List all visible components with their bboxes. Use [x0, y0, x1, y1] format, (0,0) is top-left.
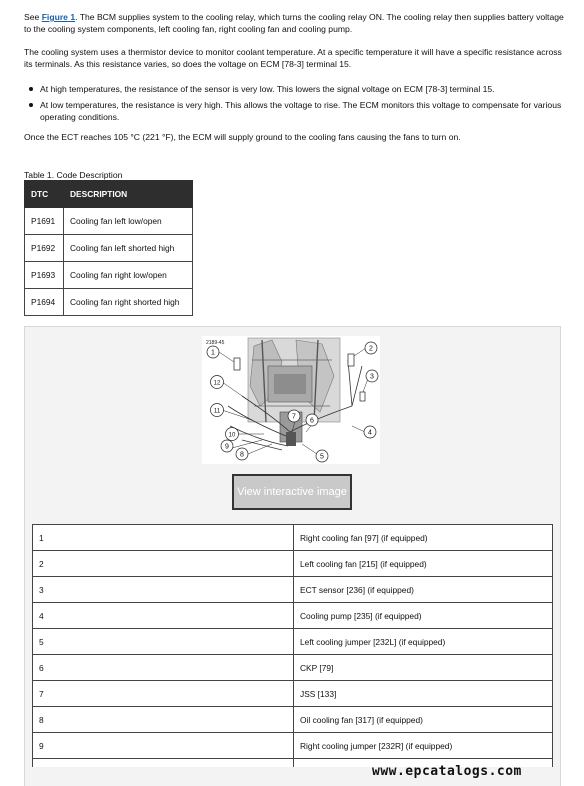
table-header-row: [25, 181, 193, 208]
callout-5: [316, 450, 328, 462]
table-row: [25, 262, 193, 289]
bullet-text: At high temperatures, the resistance of the sensor is very low. This lowers the signal voltage on ECM [78-3] terminal 15.: [40, 84, 495, 94]
part-number: 7: [33, 681, 294, 707]
dtc-description: Cooling fan left low/open: [64, 208, 193, 235]
dtc-code: P1691: [25, 208, 64, 235]
table-row: [33, 629, 553, 655]
part-description: Right cooling fan [97] (if equipped): [294, 525, 553, 551]
svg-text:12: 12: [213, 380, 221, 387]
intro-see-text: See: [24, 12, 42, 22]
svg-text:4: 4: [368, 429, 372, 437]
part-description: JSS [133]: [294, 681, 553, 707]
watermark: www.epcatalogs.com: [372, 764, 522, 779]
callout-8: [236, 448, 248, 460]
part-number: [33, 759, 294, 768]
callout-7: [288, 410, 300, 422]
callout-11: [211, 404, 224, 417]
dtc-code: P1694: [25, 289, 64, 316]
part-number: 4: [33, 603, 294, 629]
code-description-table: [24, 180, 193, 316]
callout-12: [211, 376, 224, 389]
svg-text:2: 2: [369, 345, 373, 353]
svg-text:5: 5: [320, 453, 324, 461]
table-row: [33, 577, 553, 603]
table-row: [33, 525, 553, 551]
header-dtc: DTC: [25, 181, 64, 208]
callout-2: [365, 342, 377, 354]
parts-legend-table: [32, 524, 553, 767]
list-item: [24, 99, 564, 123]
table-caption: Table 1. Code Description: [24, 170, 123, 180]
svg-text:6: 6: [310, 417, 314, 425]
dtc-code: P1693: [25, 262, 64, 289]
callout-9: [221, 440, 233, 452]
table-row: [33, 603, 553, 629]
svg-text:3: 3: [370, 373, 374, 381]
svg-text:10: 10: [228, 432, 236, 439]
part-number: 9: [33, 733, 294, 759]
table-row: [25, 235, 193, 262]
svg-text:1: 1: [211, 349, 215, 357]
part-number: 5: [33, 629, 294, 655]
header-description: DESCRIPTION: [64, 181, 193, 208]
callout-10: [226, 428, 239, 441]
bullet-list: [24, 83, 564, 127]
dtc-description: Cooling fan right low/open: [64, 262, 193, 289]
dtc-description: Cooling fan right shorted high: [64, 289, 193, 316]
bullet-icon: [29, 87, 33, 91]
table-row: [33, 681, 553, 707]
part-number: 8: [33, 707, 294, 733]
callout-4: [364, 426, 376, 438]
svg-text:7: 7: [292, 413, 296, 421]
part-description: Right cooling jumper [232R] (if equipped): [294, 733, 553, 759]
callout-6: [306, 414, 318, 426]
intro-rest-text: . The BCM supplies system to the cooling relay, which turns the cooling relay ON. The cooling relay then supplies battery voltage to the cooling system components, left cooling fan, right cooling fan and cooling pump.: [24, 12, 564, 34]
part-description: CKP [79]: [294, 655, 553, 681]
dtc-code: P1692: [25, 235, 64, 262]
part-description: Cooling pump [235] (if equipped): [294, 603, 553, 629]
callout-3: [366, 370, 378, 382]
table-row: [33, 655, 553, 681]
bullet-icon: [29, 103, 33, 107]
part-description: Left cooling jumper [232L] (if equipped): [294, 629, 553, 655]
svg-text:9: 9: [225, 443, 229, 451]
part-description: Oil cooling fan [317] (if equipped): [294, 707, 553, 733]
view-interactive-image-button[interactable]: View interactive image: [232, 474, 352, 510]
ect-paragraph: Once the ECT reaches 105 °C (221 °F), the ECM will supply ground to the cooling fans causing the fans to turn on.: [24, 132, 461, 142]
table-row: [33, 733, 553, 759]
bullet-text: At low temperatures, the resistance is very high. This allows the voltage to rise. The ECM monitors this voltage to compensate for various operating conditions.: [40, 100, 562, 122]
table-row: [33, 707, 553, 733]
svg-text:8: 8: [240, 451, 244, 459]
part-number: 1: [33, 525, 294, 551]
table-row: [33, 551, 553, 577]
thermistor-paragraph: The cooling system uses a thermistor device to monitor coolant temperature. At a specific temperature it will have a specific resistance across its terminals. As this resistance varies, so does the voltage on ECM [78-3] terminal 15.: [24, 47, 562, 69]
list-item: [24, 83, 564, 95]
table-row: [25, 289, 193, 316]
figure-1-link[interactable]: Figure 1: [41, 12, 76, 22]
dtc-description: Cooling fan left shorted high: [64, 235, 193, 262]
part-number: 2: [33, 551, 294, 577]
image-code: 2189-45: [206, 340, 225, 346]
intro-paragraph: [24, 11, 564, 35]
svg-text:11: 11: [213, 408, 221, 415]
callout-1: [207, 346, 219, 358]
part-description: Left cooling fan [215] (if equipped): [294, 551, 553, 577]
part-description: ECT sensor [236] (if equipped): [294, 577, 553, 603]
table-row: [25, 208, 193, 235]
wiring-diagram-svg: [202, 336, 380, 464]
part-number: 6: [33, 655, 294, 681]
part-number: 3: [33, 577, 294, 603]
wiring-diagram[interactable]: [202, 336, 380, 464]
